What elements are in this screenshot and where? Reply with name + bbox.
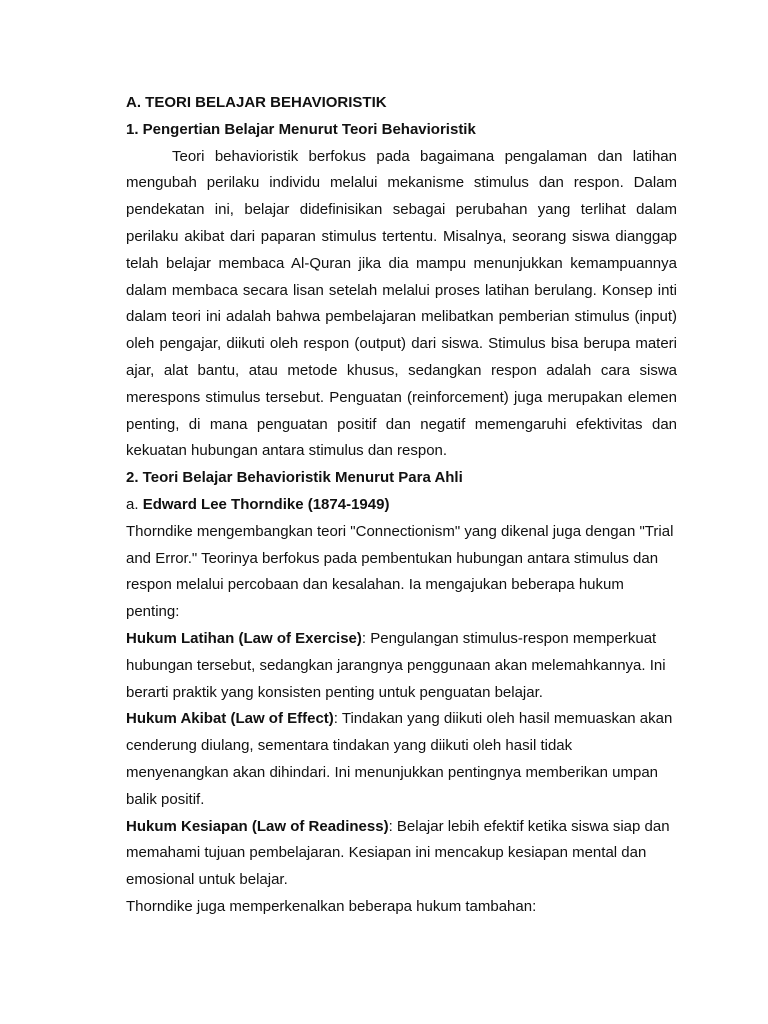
closing-line: Thorndike juga memperkenalkan beberapa hukum tambahan: bbox=[126, 897, 537, 915]
document-page bbox=[126, 90, 677, 921]
subsection-heading-1: 1. Pengertian Belajar Menurut Teori Behavioristik bbox=[126, 120, 476, 138]
law-readiness bbox=[126, 814, 677, 894]
law-text: : Tindakan yang diikuti oleh hasil memuaskan akan cenderung diulang, sementara tindakan yang diikuti oleh hasil tidak menyenangkan akan dihindari. Ini menunjukkan pentingnya memberikan umpan balik positif. bbox=[126, 710, 673, 808]
law-title: Hukum Kesiapan (Law of Readiness) bbox=[126, 817, 389, 835]
expert-heading-prefix: a. bbox=[126, 495, 143, 513]
law-text: : Belajar lebih efektif ketika siswa siap dan memahami tujuan pembelajaran. Kesiapan ini mencakup kesiapan mental dan emosional untuk belajar. bbox=[126, 817, 670, 889]
expert-name: Edward Lee Thorndike (1874-1949) bbox=[142, 495, 390, 513]
law-title: Hukum Akibat (Law of Effect) bbox=[126, 710, 334, 728]
section-heading: A. TEORI BELAJAR BEHAVIORISTIK bbox=[126, 94, 387, 111]
law-effect bbox=[126, 706, 677, 813]
subsection-heading-2: 2. Teori Belajar Behavioristik Menurut Para Ahli bbox=[126, 469, 463, 487]
expert-heading bbox=[126, 492, 677, 519]
paragraph-definition: Teori behavioristik berfokus pada bagaimana pengalaman dan latihan mengubah perilaku individu melalui mekanisme stimulus dan respon. Dalam pendekatan ini, belajar didefinisikan sebagai perubahan yang terlihat dalam perilaku akibat dari paparan stimulus tertentu. Misalnya, seorang siswa dianggap telah belajar membaca Al-Quran jika dia mampu menunjukkan kemampuannya dalam membaca secara lisan setelah melalui proses latihan berulang. Konsep inti dalam teori ini adalah bahwa pembelajaran melibatkan pemberian stimulus (input) oleh pengajar, diikuti oleh respon (output) dari siswa. Stimulus bisa berupa materi ajar, alat bantu, atau metode khusus, sedangkan respon adalah cara siswa merespons stimulus tersebut. Penguatan (reinforcement) juga merupakan elemen penting, di mana penguatan positif dan negatif memengaruhi efektivitas dan kekuatan hubungan antara stimulus dan respon. bbox=[126, 147, 677, 460]
paragraph-connectionism: Thorndike mengembangkan teori "Connectionism" yang dikenal juga dengan "Trial and Error." Teorinya berfokus pada pembentukan hubungan antara stimulus dan respon melalui percobaan dan kesalahan. Ia mengajukan beberapa hukum penting: bbox=[126, 522, 674, 621]
law-text: : Pengulangan stimulus-respon memperkuat hubungan tersebut, sedangkan jarangnya penggunaan akan melemahkannya. Ini berarti praktik yang konsisten penting untuk penguatan belajar. bbox=[126, 629, 666, 701]
law-title: Hukum Latihan (Law of Exercise) bbox=[126, 629, 362, 647]
law-exercise bbox=[126, 626, 677, 706]
